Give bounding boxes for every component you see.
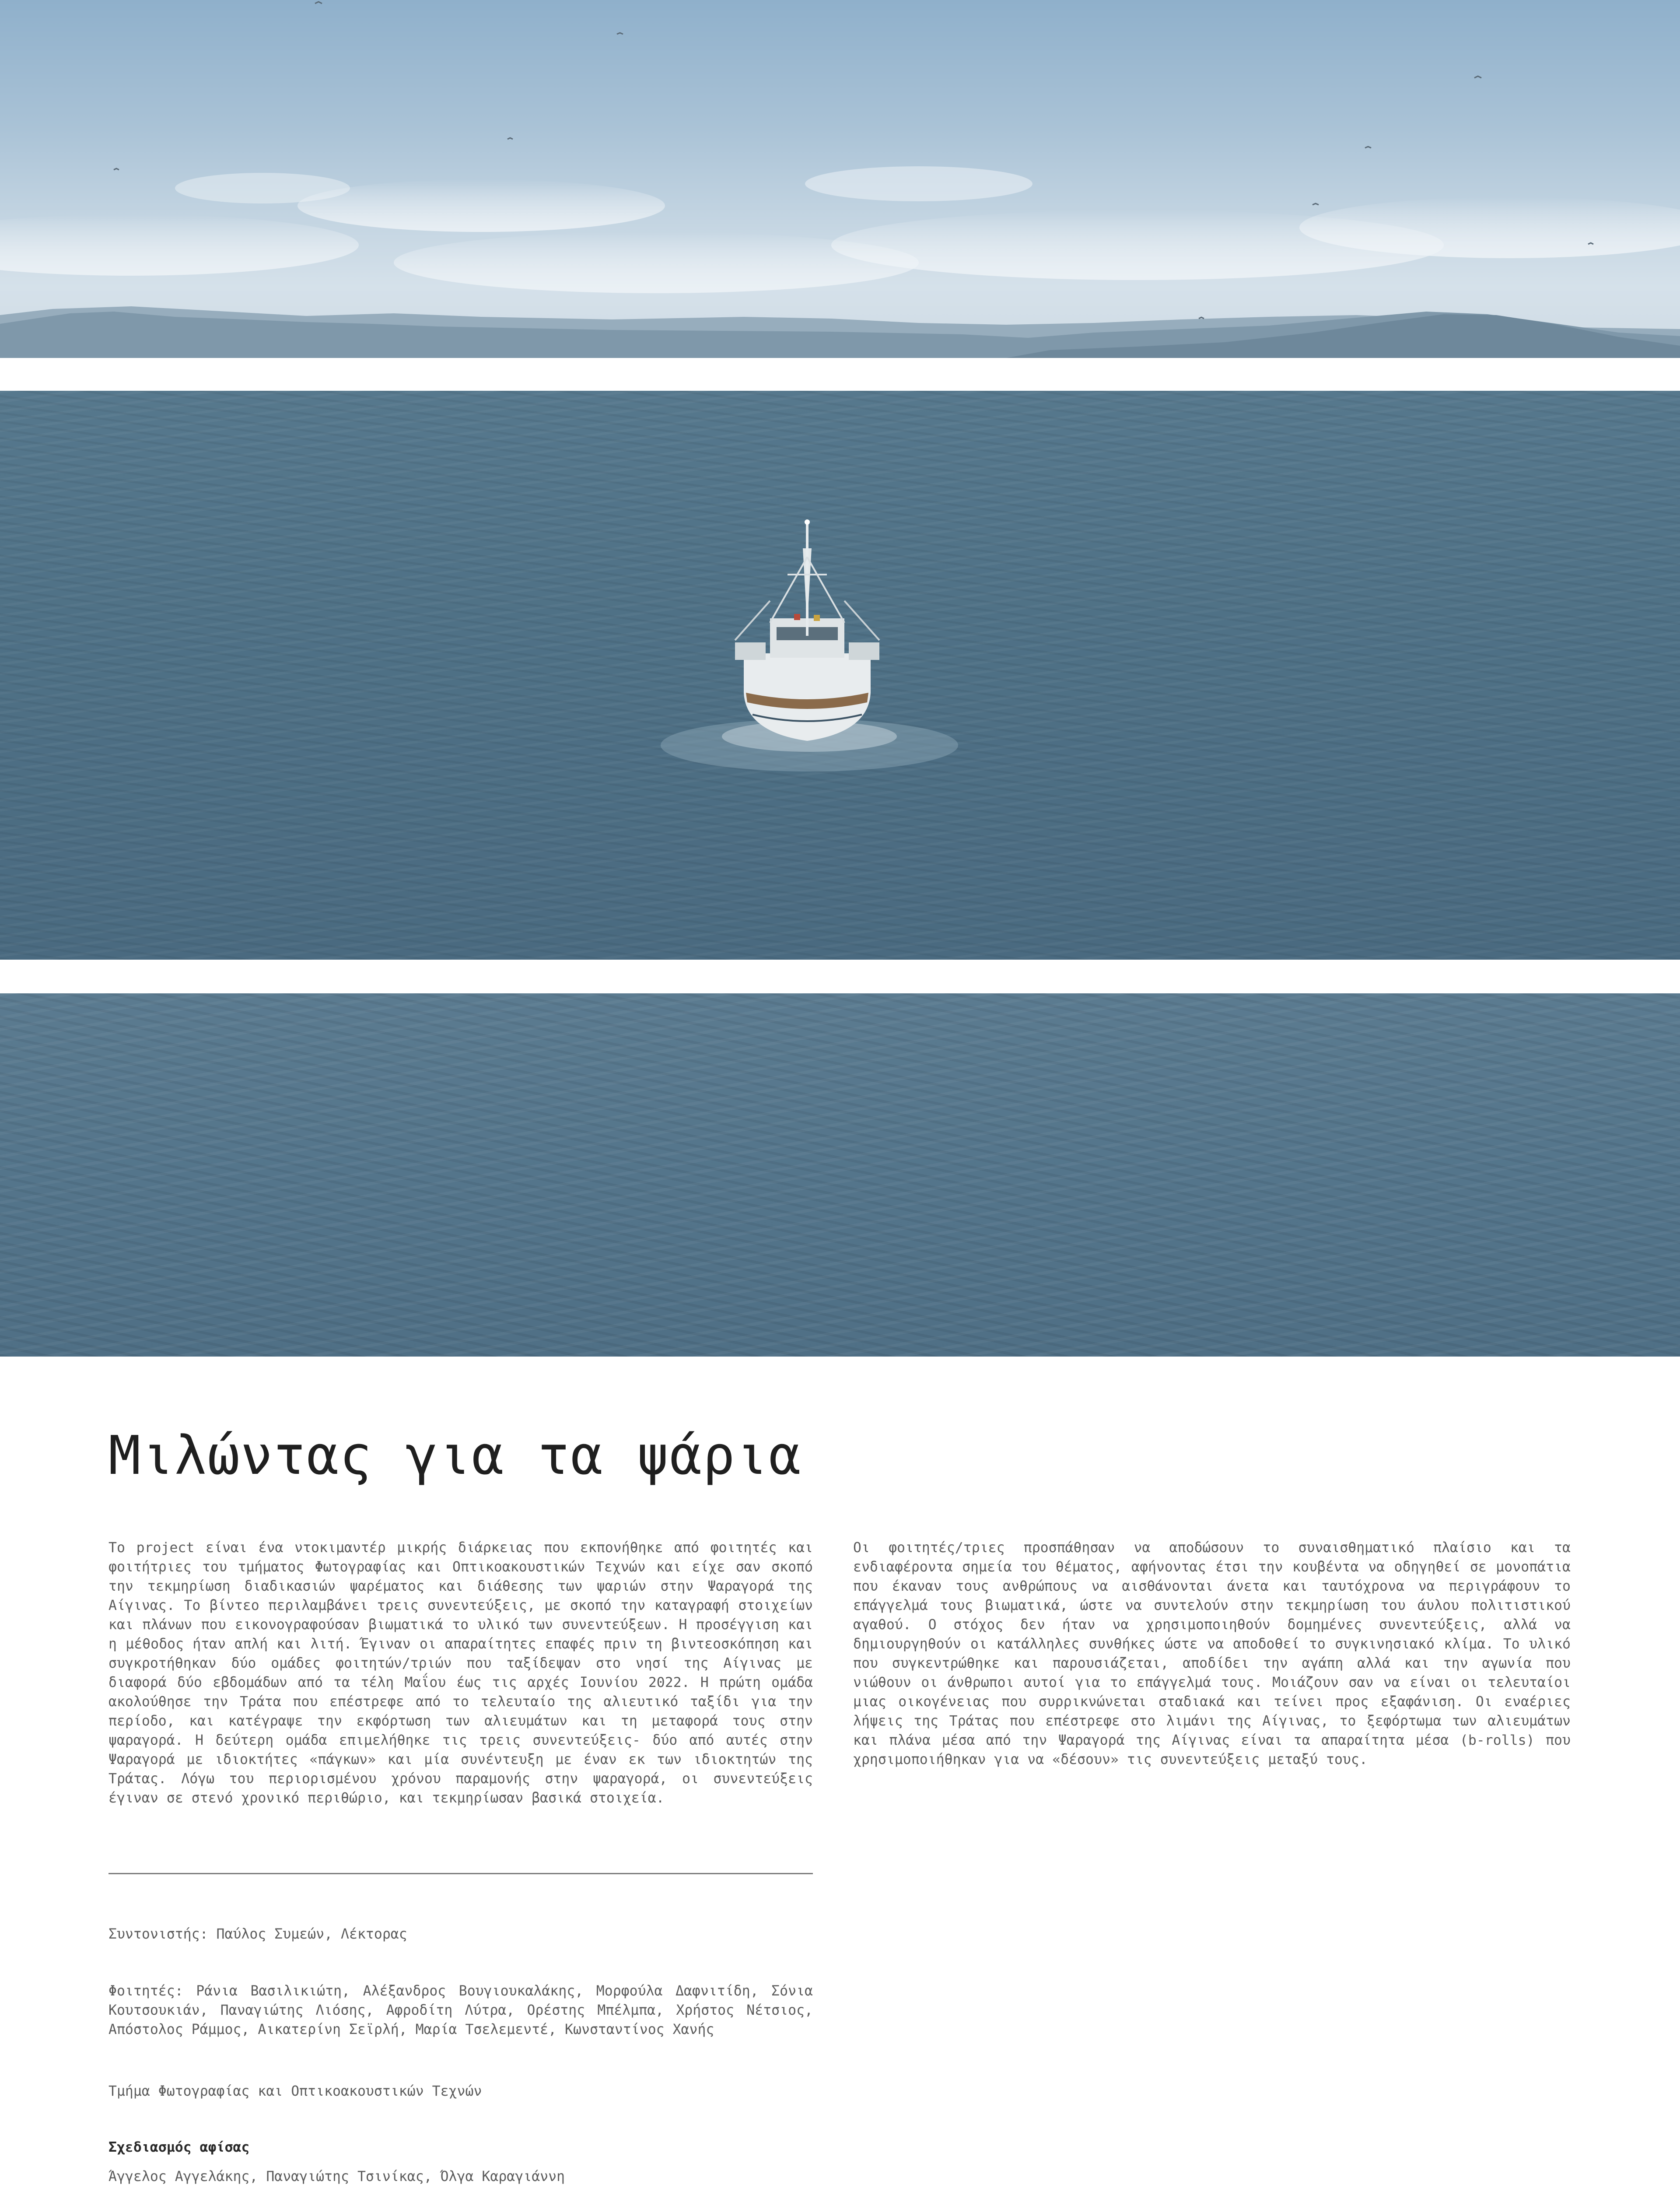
sky-mountains-illustration bbox=[0, 0, 1680, 358]
paragraph-right: Οι φοιτητές/τριες προσπάθησαν να αποδώσουν το συναισθηματικό πλαίσιο και τα ενδιαφέροντα σημεία του θέματος, αφήνοντας έτσι την κουβέντα να οδηγηθεί σε μονοπάτια που έκαναν τους ανθρώπους να αισθάνονται άνετα και ταυτόχρονα να περιγράφουν το επάγγελμά τους βιωματικά, ώστε να συντελούν στην τεκμηρίωση του άυλου πολιτιστικού αγαθού. Ο στόχος δεν ήταν να χρησιμοποιηθούν δομημένες συνεντεύξεις, αλλά να δημιουργηθούν οι κατάλληλες συνθήκες ώστε να αποδοθεί το συγκινησιακό κλίμα. Το υλικό που συγκεντρώθηκε και παρουσιάζεται, αποδίδει την αγάπη αλλά και την αγωνία που νιώθουν οι άνθρωποι αυτοί για το επάγγελμά τους. Μοιάζουν σαν να είναι οι τελευταίοι μιας οικογένειας που συρρικνώνεται σταδιακά και τείνει προς εξαφάνιση. Οι εναέριες λήψεις της Τράτας που επέστρεφε στο λιμάνι της Αίγινας, το ξεφόρτωμα των αλιευμάτων και πλάνα μέσα από την Ψαραγορά της Αίγινας είναι τα απαραίτητα μέσα (b-rolls) που χρησιμοποιήθηκαν για να «δέσουν» τις συνεντεύξεις μεταξύ τους. bbox=[853, 1540, 1571, 1767]
paragraph-left: Το project είναι ένα ντοκιμαντέρ μικρής διάρκειας που εκπονήθηκε από φοιτητές και φοιτήτριες του τμήματος Φωτογραφίας και Οπτικοακουστικών Τεχνών και είχε σαν σκοπό την τεκμηρίωση διαδικασιών ψαρέματος και διάθεσης των ψαριών στην Ψαραγορά της Αίγινας. Το βίντεο περιλαμβάνει τρεις συνεντεύξεις, με σκοπό την καταγραφή στοιχείων και πλάνων που εικονογραφούσαν βιωματικά το υλικό των συνεντεύξεων. Η προσέγγιση και η μέθοδος ήταν απλή και λιτή. Έγιναν οι απαραίτητες επαφές πριν τη βιντεοσκόπηση και συγκροτήθηκαν δύο ομάδες φοιτητών/τριών που ταξίδεψαν στο νησί της Αίγινας με διαφορά δύο εβδομάδων από τα τέλη Μαΐου έως τις αρχές Ιουνίου 2022. Η πρώτη ομάδα ακολούθησε την Τράτα που επέστρεφε από το τελευταίο της αλιευτικό ταξίδι για την περίοδο, και κατέγραψε την εκφόρτωση των αλιευμάτων και τη μεταφορά τους στην ψαραγορά. Η δεύτερη ομάδα επιμελήθηκε τις τρεις συνεντεύξεις- δύο από αυτές στην Ψαραγορά με ιδιοκτήτες «πάγκων» και μία συνέντευξη με έναν εκ των ιδιοκτητών της Τράτας. Λόγω του περιορισμένου χρόνου παραμονής στην ψαραγορά, οι συνεντεύξεις έγιναν σε στενό χρονικό περιθώριο, και τεκμηρίωσαν βασικά στοιχεία. bbox=[108, 1540, 813, 1806]
students-credit: Φοιτητές: Ράνια Βασιλικιώτη, Αλέξανδρος Βουγιουκαλάκης, Μορφούλα Δαφνιτίδη, Σόνια Κουτσουκιάν, Παναγιώτης Λιόσης, Αφροδίτη Λύτρα, Ορέστης Μπέλμπα, Χρήστος Νέτσιος, Απόστολος Ράμμος, Αικατερίνη Σεϊρλή, Μαρία Τσελεμεντέ, Κωνσταντίνος Χανής bbox=[108, 1983, 813, 2037]
sky-mountains-photo bbox=[0, 0, 1680, 358]
fishing-boat-illustration bbox=[0, 391, 1680, 960]
department-name: Τμήμα Φωτογραφίας και Οπτικοακουστικών Τεχνών bbox=[108, 2083, 482, 2099]
divider-line bbox=[108, 1873, 813, 1874]
poster-designers: Άγγελος Αγγελάκης, Παναγιώτης Τσινίκας, Όλγα Καραγιάννη bbox=[108, 2169, 565, 2184]
poster-design-heading: Σχεδιασμός αφίσας bbox=[108, 2139, 250, 2155]
open-water-photo bbox=[0, 993, 1680, 1357]
fishing-boat-photo bbox=[0, 391, 1680, 960]
coordinator-credit: Συντονιστής: Παύλος Συμεών, Λέκτορας bbox=[108, 1926, 407, 1942]
poster-title: Μιλώντας για τα ψάρια bbox=[108, 1424, 802, 1487]
